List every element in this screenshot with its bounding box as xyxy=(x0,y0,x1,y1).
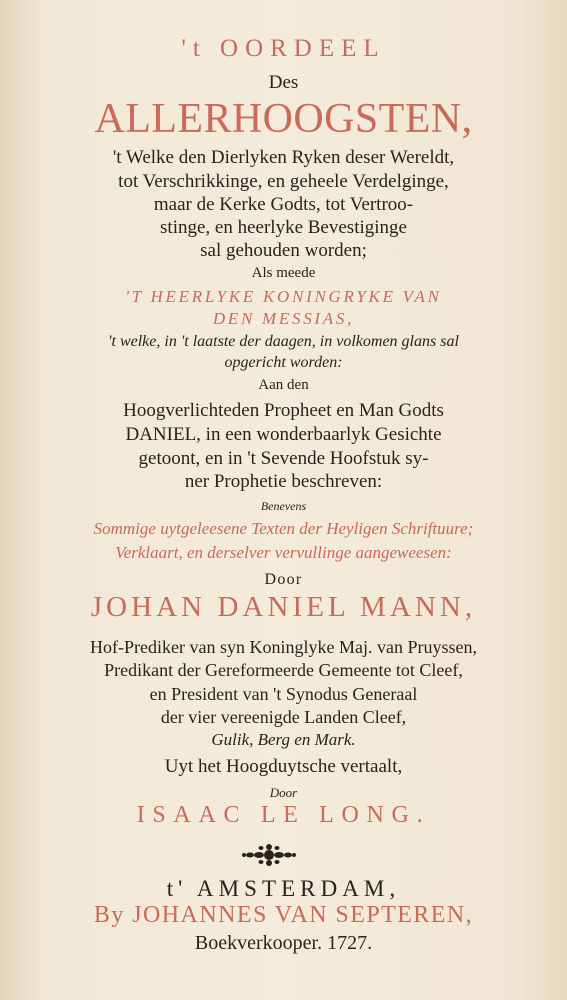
prophetie-line: ner Prophetie beschreven: xyxy=(184,471,383,492)
heerlyke-koningryke: 'T HEERLYKE KONINGRYKE VAN xyxy=(125,287,442,306)
subtitle-line-2: tot Verschrikkinge, en geheele Verdelginge, xyxy=(118,171,449,192)
title-oordeel: 't OORDEEL xyxy=(181,35,386,62)
verklaart-line: Verklaart, en derselver vervullinge aangeweesen: xyxy=(115,543,452,562)
den-messias: DEN MESSIAS, xyxy=(212,309,355,328)
author-title-3: en President van 't Synodus Generaal xyxy=(149,684,418,704)
laatste-der-daagen: 't welke, in 't laatste der daagen, in volkomen glans sal xyxy=(108,333,459,350)
propheet-line: Hoogverlichteden Propheet en Man Godts xyxy=(123,400,444,421)
imprint-place: t' AMSTERDAM, xyxy=(166,876,401,901)
title-des: Des xyxy=(268,72,299,93)
daniel-line: DANIEL, in een wonderbaarlyk Gesichte xyxy=(125,424,442,445)
imprint-publisher: By JOHANNES VAN SEPTEREN, xyxy=(93,902,474,928)
author-title-5: Gulik, Berg en Mark. xyxy=(211,730,356,749)
getoont-line: getoont, en in 't Sevende Hoofstuk sy- xyxy=(138,448,429,469)
author-name: JOHAN DANIEL MANN, xyxy=(90,591,477,623)
translator-name: ISAAC LE LONG. xyxy=(136,802,431,828)
als-meede: Als meede xyxy=(251,265,316,281)
author-title-4: der vier vereenigde Landen Cleef, xyxy=(160,707,407,727)
benevens: Benevens xyxy=(260,499,307,513)
door-translator: Door xyxy=(269,785,298,800)
translated-line: Uyt het Hoogduytsche vertaalt, xyxy=(164,756,403,777)
imprint-date: Boekverkooper. 1727. xyxy=(194,932,373,954)
title-allerhoogsten: ALLERHOOGSTEN, xyxy=(94,96,473,142)
subtitle-line-4: stinge, en heerlyke Bevestiginge xyxy=(160,217,407,238)
aan-den: Aan den xyxy=(258,377,309,393)
subtitle-line-5: sal gehouden worden; xyxy=(200,240,367,261)
door-author: Door xyxy=(264,571,303,588)
texten-line: Sommige uytgeleesene Texten der Heyligen Schriftuure; xyxy=(93,519,474,538)
author-title-2: Predikant der Gereformeerde Gemeente tot Cleef, xyxy=(104,660,463,680)
author-title-1: Hof-Prediker van syn Koninglyke Maj. van Pruyssen, xyxy=(90,637,477,657)
floral-fleuron-icon xyxy=(241,843,297,867)
subtitle-line-1: 't Welke den Dierlyken Ryken deser Wereldt, xyxy=(112,147,455,168)
opgericht-worden: opgericht worden: xyxy=(224,354,343,371)
subtitle-line-3: maar de Kerke Godts, tot Vertroo- xyxy=(153,194,414,215)
